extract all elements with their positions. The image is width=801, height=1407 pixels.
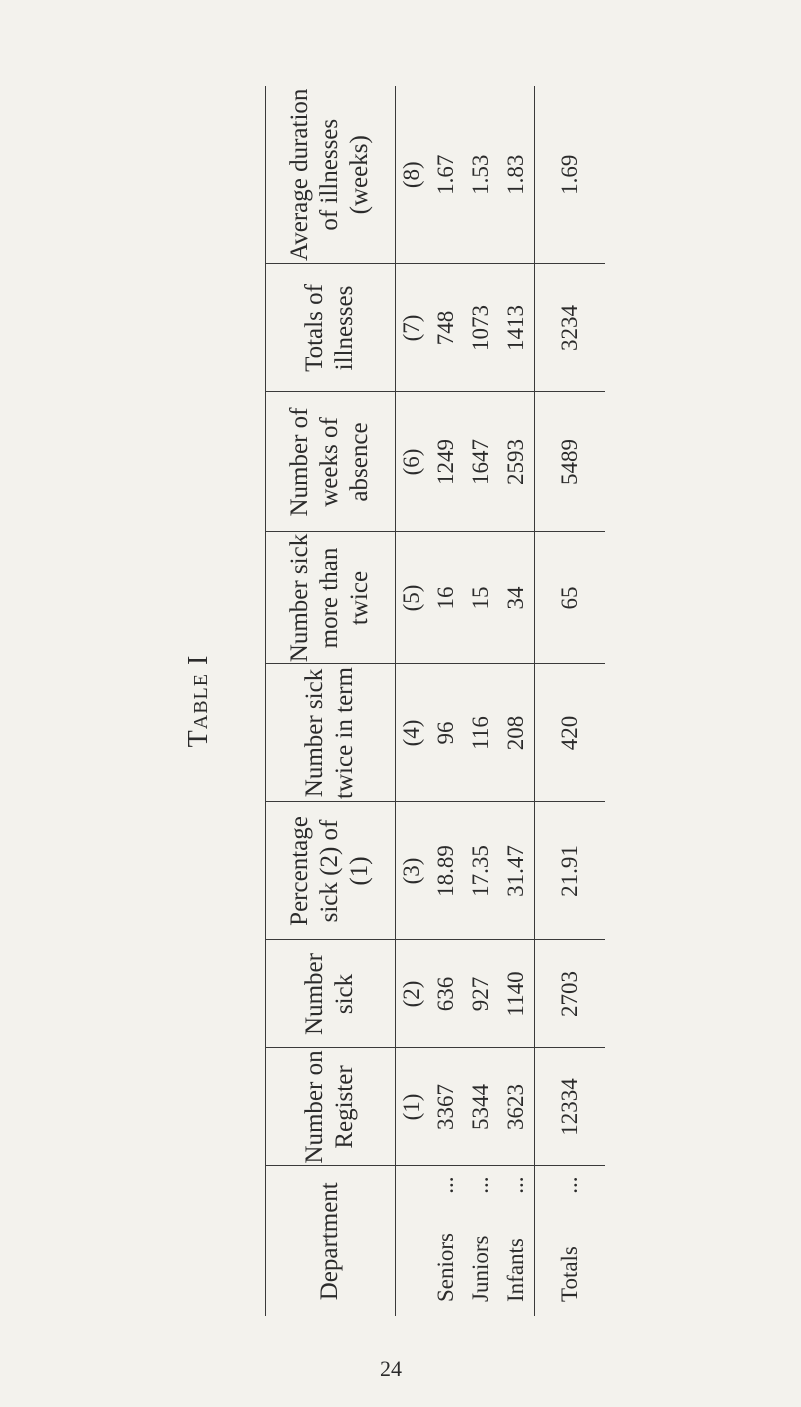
cell-twice: 420 (534, 664, 605, 802)
cell-weeks: 5489 (534, 392, 605, 532)
header-sick-twice: Number sick twice in term (265, 664, 396, 802)
table-row-totals (534, 86, 605, 1316)
cell-average: 1.53 (463, 86, 498, 264)
data-table (265, 86, 605, 1316)
cell-register: 3623 (498, 1048, 534, 1166)
header-average-duration: Average duration of illnesses (weeks) (265, 86, 396, 264)
header-percentage-sick: Percentage sick (2) of (1) (265, 802, 396, 940)
table-row-seniors (428, 86, 463, 1316)
cell-more-than-twice: 65 (534, 532, 605, 664)
cell-illnesses: 1413 (498, 264, 534, 392)
colnum-7: (7) (396, 264, 429, 392)
cell-average: 1.67 (428, 86, 463, 264)
department-name: Infants (502, 1238, 528, 1302)
cell-percentage: 21.91 (534, 802, 605, 940)
cell-illnesses: 1073 (463, 264, 498, 392)
header-sick-more-than-twice: Number sick more than twice (265, 532, 396, 664)
cell-sick: 636 (428, 940, 463, 1048)
colnum-2: (2) (396, 940, 429, 1048)
row-label (428, 1166, 463, 1316)
leader-dots: ... (556, 1176, 582, 1194)
leader-dots: ... (467, 1176, 493, 1194)
cell-sick: 2703 (534, 940, 605, 1048)
leader-dots: ... (502, 1176, 528, 1194)
header-weeks-of-absence: Number of weeks of absence (265, 392, 396, 532)
table-row-infants (498, 86, 534, 1316)
rotated-table-stage (183, 86, 605, 1316)
cell-twice: 96 (428, 664, 463, 802)
cell-twice: 116 (463, 664, 498, 802)
leader-dots: ... (432, 1176, 458, 1194)
cell-sick: 927 (463, 940, 498, 1048)
cell-percentage: 31.47 (498, 802, 534, 940)
cell-weeks: 1647 (463, 392, 498, 532)
cell-weeks: 1249 (428, 392, 463, 532)
cell-weeks: 2593 (498, 392, 534, 532)
header-number-on-register: Number on Register (265, 1048, 396, 1166)
column-number-row (396, 86, 429, 1316)
cell-register: 5344 (463, 1048, 498, 1166)
colnum-3: (3) (396, 802, 429, 940)
cell-more-than-twice: 16 (428, 532, 463, 664)
cell-average: 1.83 (498, 86, 534, 264)
colnum-8: (8) (396, 86, 429, 264)
table-title: Table I (183, 654, 214, 748)
header-department: Department (265, 1166, 396, 1316)
header-row (265, 86, 396, 1316)
header-number-sick: Number sick (265, 940, 396, 1048)
colnum-6: (6) (396, 392, 429, 532)
department-name: Juniors (467, 1235, 493, 1302)
colnum-4: (4) (396, 664, 429, 802)
cell-percentage: 17.35 (463, 802, 498, 940)
cell-register: 3367 (428, 1048, 463, 1166)
cell-twice: 208 (498, 664, 534, 802)
department-name: Seniors (432, 1233, 458, 1302)
cell-illnesses: 3234 (534, 264, 605, 392)
department-name: Totals (556, 1246, 582, 1302)
colnum-0 (396, 1166, 429, 1316)
cell-illnesses: 748 (428, 264, 463, 392)
cell-percentage: 18.89 (428, 802, 463, 940)
table-row-juniors (463, 86, 498, 1316)
cell-average: 1.69 (534, 86, 605, 264)
header-totals-of-illnesses: Totals of illnesses (265, 264, 396, 392)
cell-sick: 1140 (498, 940, 534, 1048)
page-number: 24 (380, 1356, 402, 1381)
colnum-1: (1) (396, 1048, 429, 1166)
row-label (534, 1166, 605, 1316)
cell-register: 12334 (534, 1048, 605, 1166)
colnum-5: (5) (396, 532, 429, 664)
cell-more-than-twice: 15 (463, 532, 498, 664)
row-label (498, 1166, 534, 1316)
cell-more-than-twice: 34 (498, 532, 534, 664)
row-label (463, 1166, 498, 1316)
